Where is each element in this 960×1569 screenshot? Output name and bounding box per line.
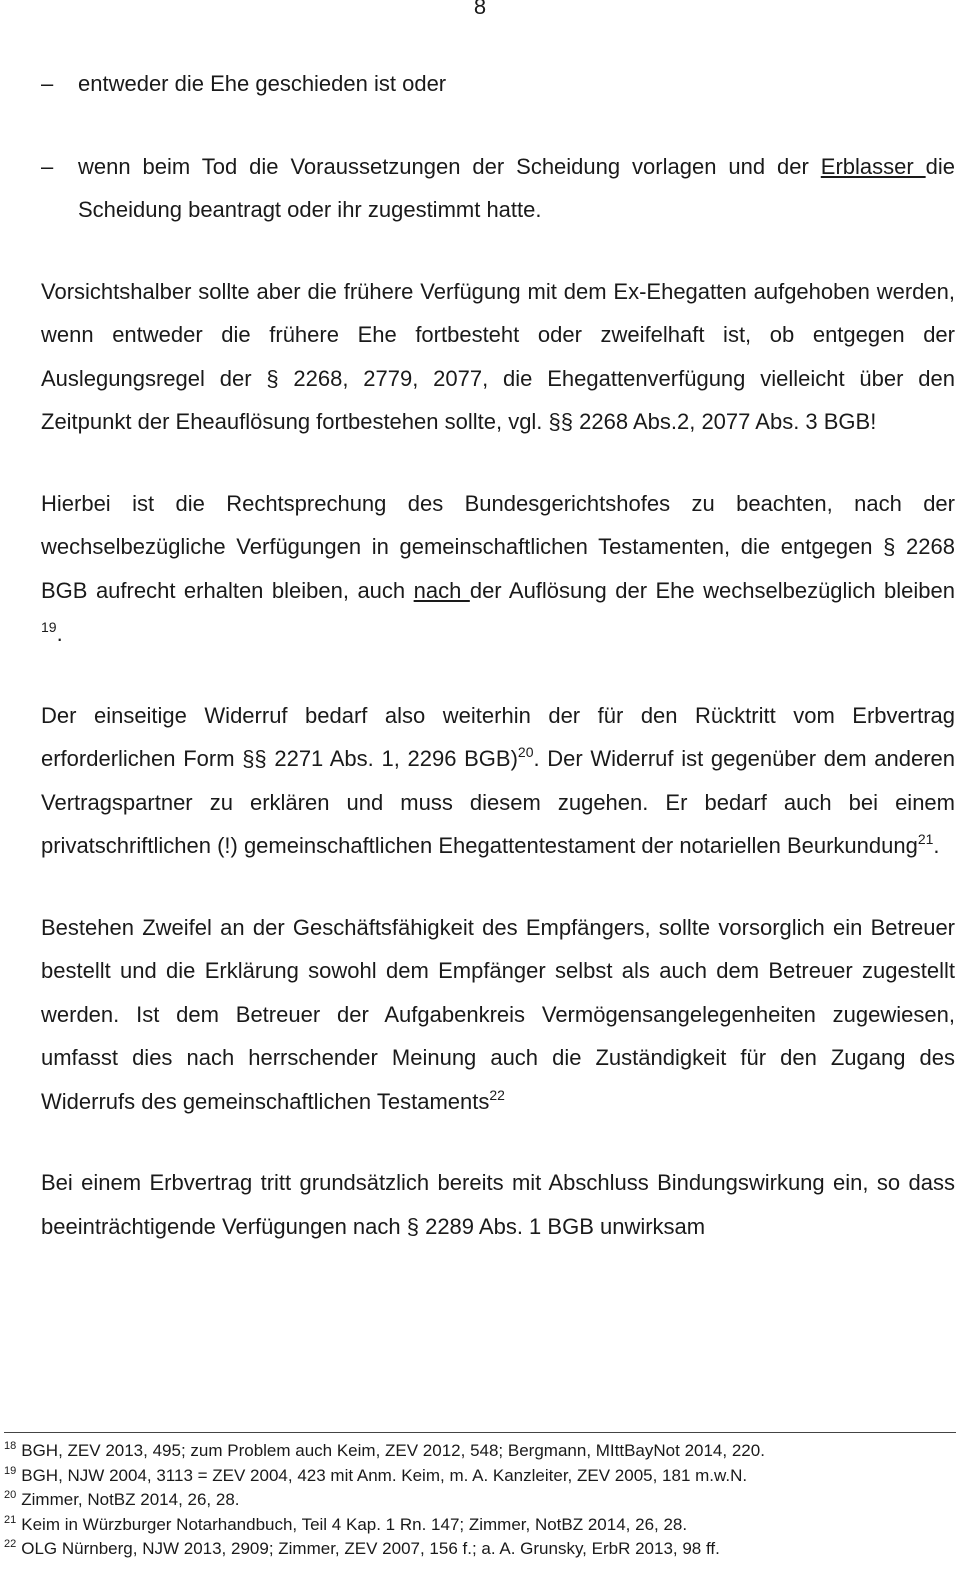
footnote-ref-20: 20	[517, 744, 534, 760]
footnote-18: $^{18}$ BGH, ZEV 2013, 495; zum Problem auch Keim, ZEV 2012, 548; Bergmann, MIttBayNot 2014, 220.	[4, 1440, 765, 1460]
footnotes	[4, 1432, 956, 1562]
footnote-ref-21: 21	[917, 831, 934, 847]
list-item-text: wenn beim Tod die Voraussetzungen der Scheidung vorlagen und der	[78, 153, 821, 179]
paragraph-bgh-case-law: Hierbei ist die Rechtsprechung des Bundesgerichtshofes zu beachten, nach der wechselbezügliche Verfügungen in gemeinschaftlichen Testamenten, die entgegen § 2268 BGB aufrecht erhalten bleiben, auch nach der Auflösung der Ehe wechselbezüglich bleiben $^{19}$.	[41, 490, 955, 646]
paragraph-precaution: Vorsichtshalber sollte aber die frühere Verfügung mit dem Ex-Ehegatten aufgehoben werden, wenn entweder die frühere Ehe fortbesteht oder zweifelhaft ist, ob entgegen der Auslegungsregel der § 2268, 2779, 2077, die Ehegattenverfügung vielleicht über den Zeitpunkt der Eheauflösung fortbestehen sollte, vgl. §§ 2268 Abs.2, 2077 Abs. 3 BGB!	[41, 278, 955, 434]
footnote-22: $^{22}$ OLG Nürnberg, NJW 2013, 2909; Zimmer, ZEV 2007, 156 f.; a. A. Grunsky, ErbR 2013, 98 ff.	[4, 1538, 720, 1558]
underlined-word: Erblasser	[820, 153, 926, 179]
footnote-20: $^{20}$ Zimmer, NotBZ 2014, 26, 28.	[4, 1489, 240, 1509]
paragraph-revocation-form: Der einseitige Widerruf bedarf also weiterhin der für den Rücktritt vom Erbvertrag erforderlichen Form §§ 2271 Abs. 1, 2296 BGB)$^{20}$. Der Widerruf ist gegenüber dem anderen Vertragspartner zu erklären und muss diesem zugehen. Er bedarf auch bei einem privatschriftlichen (!) gemeinschaftlichen Ehegattentestament der notariellen Beurkundung$^{21}$.	[41, 702, 955, 858]
underlined-word: nach	[413, 577, 470, 603]
footnote-19: $^{19}$ BGH, NJW 2004, 3113 = ZEV 2004, 423 mit Anm. Keim, m. A. Kanzleiter, ZEV 2005, 181 m.w.N.	[4, 1464, 748, 1485]
dash-bullet: –	[41, 71, 54, 96]
paragraph-legal-capacity: Bestehen Zweifel an der Geschäftsfähigkeit des Empfängers, sollte vorsorglich ein Betreuer bestellt und die Erklärung sowohl dem Empfänger selbst als auch dem Betreuer zugestellt werden. Ist dem Betreuer der Aufgabenkreis Vermögensangelegenheiten zugewiesen, umfasst dies nach herrschender Meinung auch die Zuständigkeit für den Zugang des Widerrufs des gemeinschaftlichen Testaments$^{22}$	[41, 914, 955, 1114]
document-body	[41, 62, 955, 1248]
list-item-text: entweder die Ehe geschieden ist oder	[78, 71, 447, 96]
footnote-21: $^{21}$ Keim in Würzburger Notarhandbuch, Teil 4 Kap. 1 Rn. 147; Zimmer, NotBZ 2014, 26, 28.	[4, 1513, 688, 1534]
paragraph-inheritance-contract: Bei einem Erbvertrag tritt grundsätzlich bereits mit Abschluss Bindungswirkung ein, so dass beeinträchtigende Verfügungen nach § 2289 Abs. 1 BGB unwirksam	[41, 1170, 955, 1239]
footnote-ref-19: 19	[41, 619, 57, 635]
list-item-divorce-requested	[41, 145, 955, 232]
dash-bullet: –	[41, 153, 54, 179]
footnote-divider	[4, 1432, 956, 1433]
list-item-text-end: die Scheidung beantragt oder ihr zugestimmt hatte.	[78, 153, 955, 222]
list-item-divorced	[41, 62, 955, 106]
footnote-ref-22: 22	[489, 1086, 505, 1103]
page-number: 8	[473, 0, 487, 19]
